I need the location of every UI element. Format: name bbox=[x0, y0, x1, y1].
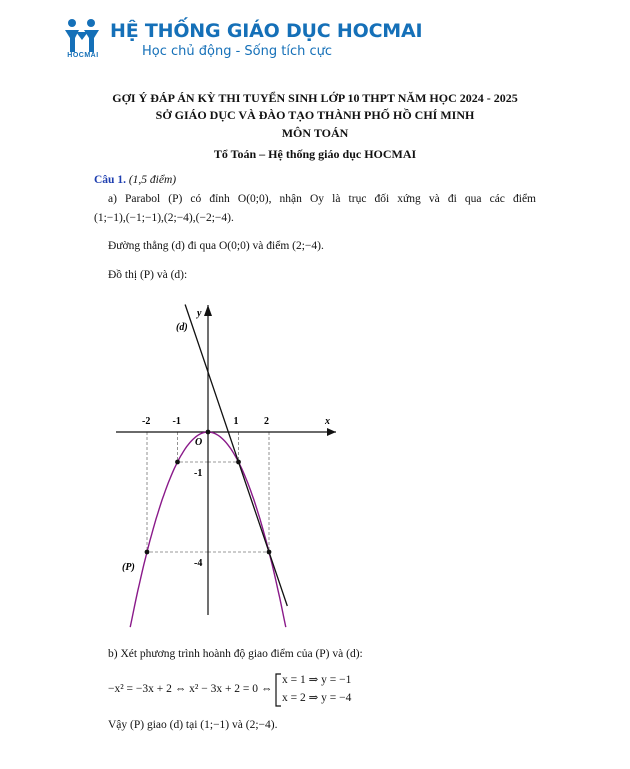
subject-title: MÔN TOÁN bbox=[281, 126, 349, 140]
exam-title: GỢI Ý ĐÁP ÁN KỲ THI TUYỂN SINH LỚP 10 THPT NĂM HỌC 2024 - 2025 bbox=[112, 91, 518, 105]
point-4 bbox=[267, 550, 272, 555]
x-tick-label-2: 1 bbox=[233, 416, 239, 427]
point-3 bbox=[236, 460, 241, 465]
question-points: (1,5 điểm) bbox=[128, 174, 177, 186]
point-2 bbox=[206, 430, 211, 435]
x-axis-label: x bbox=[325, 416, 330, 427]
origin-label: O bbox=[195, 437, 203, 448]
y-axis-arrow-icon bbox=[204, 305, 212, 316]
x-tick-label-3: 2 bbox=[264, 416, 269, 427]
x-tick-label-1: -1 bbox=[172, 416, 181, 427]
author-title: Tổ Toán – Hệ thống giáo dục HOCMAI bbox=[213, 147, 417, 161]
graph-labels bbox=[122, 308, 330, 573]
logo-word: HOCMAI bbox=[67, 52, 99, 59]
x-tick-label-0: -2 bbox=[142, 416, 151, 427]
y-tick-label-1: -4 bbox=[194, 558, 203, 569]
part-b-line1: b) Xét phương trình hoành độ giao điểm của (P) và (d): bbox=[108, 648, 363, 660]
part-a-line1: a) Parabol (P) có đỉnh O(0;0), nhận Oy là trục đối xứng và đi qua các điểm bbox=[108, 193, 536, 205]
axes bbox=[116, 305, 336, 615]
part-a-line2: (1;−1),(−1;−1),(2;−4),(−2;−4). bbox=[94, 212, 234, 224]
point-0 bbox=[145, 550, 150, 555]
line-d-label: (d) bbox=[176, 322, 188, 333]
brand-slogan: Học chủ động - Sống tích cực bbox=[142, 44, 333, 59]
brand-title: HỆ THỐNG GIÁO DỤC HOCMAI bbox=[110, 20, 423, 42]
part-a-line3: Đường thẳng (d) đi qua O(0;0) và điểm (2;−4). bbox=[108, 240, 324, 252]
part-b-case2: x = 2 ⇒ y = −4 bbox=[282, 692, 352, 704]
curves bbox=[130, 305, 287, 628]
x-axis-arrow-icon bbox=[327, 428, 336, 436]
department-title: SỞ GIÁO DỤC VÀ ĐÀO TẠO THÀNH PHỐ HỒ CHÍ MINH bbox=[155, 108, 475, 122]
part-b-equation: −x² = −3x + 2 ⇔ x² − 3x + 2 = 0 ⇔ bbox=[108, 683, 273, 695]
parabola-label: (P) bbox=[122, 562, 135, 573]
part-b-case1: x = 1 ⇒ y = −1 bbox=[282, 674, 352, 686]
y-tick-label-0: -1 bbox=[194, 468, 203, 479]
point-1 bbox=[175, 460, 180, 465]
part-a-line4: Đồ thị (P) và (d): bbox=[108, 269, 188, 281]
case-bracket-icon bbox=[274, 673, 282, 707]
question-label: Câu 1. bbox=[94, 174, 126, 186]
part-b-conclusion: Vậy (P) giao (d) tại (1;−1) và (2;−4). bbox=[108, 719, 278, 731]
y-axis-label: y bbox=[197, 308, 202, 319]
